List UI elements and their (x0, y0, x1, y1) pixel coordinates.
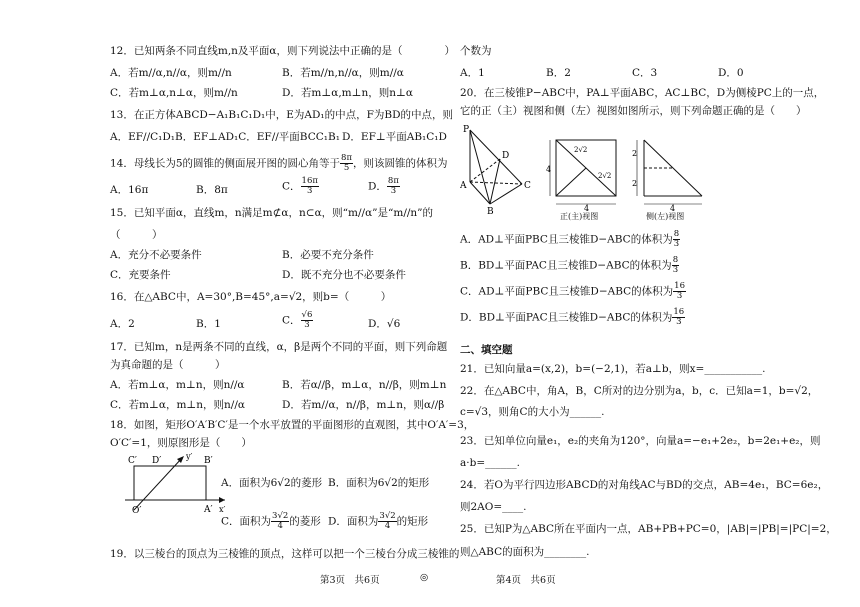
side-dim-upper: 2 (632, 149, 638, 158)
question-22-line1: 22．在△ABC中，角A，B，C所对的边分别为a，b，c．已知a=1，b=√2， (460, 385, 819, 397)
q18-option-b: B．面积为6√2的矩形 (328, 477, 430, 489)
question-25-line1: 25．已知P为△ABC所在平面内一点，AB+PB+PC=0，|AB|=|PB|=|PC|=2， (460, 523, 837, 535)
q19-option-d: D．0 (718, 67, 744, 79)
question-22-line2: c=√3，则角C的大小为______. (460, 406, 605, 418)
q18-label-y: y′ (186, 452, 193, 461)
question-24-line1: 24．若O为平行四边形ABCD的对角线AC与BD的交点，AB=4e₁，BC=6e₂， (460, 479, 829, 491)
q14-option-c: C． $\frac{16\pi}{3}$ (282, 176, 318, 196)
q17-option-b: B．若α//β，m⊥α，n//β，则m⊥n (282, 379, 447, 391)
q15-option-a: A．充分不必要条件 (110, 249, 202, 261)
q18-option-c: C．面积为 $\frac{3√2}{4}$ 的菱形 (221, 511, 321, 531)
question-23-line2: a·b=______. (460, 457, 520, 469)
q19-continued: 个数为 (460, 45, 492, 57)
q20-option-d: D．BD⊥平面PAC且三棱锥D−ABC的体积为 $\frac{16}{3}$ (460, 307, 685, 327)
q13-options-abc: A．EF//C₁D₁B．EF⊥AD₁C．EF//平面BCC₁B₁ (110, 131, 340, 143)
front-view-caption: 正(主)视图 (560, 212, 599, 221)
q14-text-a: 14．母线长为5的圆锥的侧面展开图的圆心角等于 (110, 157, 341, 170)
q20-front-view (546, 136, 622, 212)
q19-option-a: A．1 (460, 67, 485, 79)
question-15: 15．已知平面α，直线m，n满足m⊄α，n⊂α，则“m//α”是“m//n”的 (110, 207, 434, 219)
question-20-line1: 20．在三棱锥P−ABC中，PA⊥平面ABC，AC⊥BC，D为侧棱PC上的一点， (460, 87, 825, 99)
fig-label-a: A (460, 181, 467, 191)
section-fill-in-blank-heading: 二、填空题 (460, 344, 513, 356)
q15-option-d: D．既不充分也不必要条件 (282, 269, 406, 281)
q12-option-d: D．若m⊥α,m⊥n，则n⊥α (282, 87, 413, 99)
fig-label-b: B (487, 207, 494, 216)
question-17-line2: 为真命题的是（ ） (110, 359, 226, 371)
question-24-line2: 则2AO=____. (460, 501, 527, 513)
q20-pyramid-figure (460, 124, 538, 216)
q14-text-b: ，则该圆锥的体积为 (353, 157, 448, 170)
question-16: 16．在△ABC中，A=30°,B=45°,a=√2，则b=（ ） (110, 291, 392, 303)
side-dim-lower: 2 (632, 179, 638, 188)
q18-label-x: x′ (219, 505, 226, 514)
front-dim-lower: 2√2 (598, 172, 612, 180)
q17-option-c: C．若m⊥α，m⊥n，则n//α (110, 399, 245, 411)
q14-option-a: A．16π (110, 184, 149, 196)
question-21: 21．已知向量a=(x,2)，b=(−2,1)，若a⊥b，则x=___________. (460, 363, 766, 375)
side-view-caption: 侧(左)视图 (646, 212, 685, 221)
q20-option-a: A．AD⊥平面PBC且三棱锥D−ABC的体积为 $\frac{8}{3}$ (460, 229, 680, 249)
q15-option-c: C．充要条件 (110, 269, 171, 281)
front-dim-height: 4 (546, 165, 552, 174)
q18-label-c: C′ (128, 456, 137, 466)
fig-label-d: D (502, 151, 510, 161)
q18-option-d: D．面积为 $\frac{3√2}{4}$ 的矩形 (328, 511, 429, 531)
q15-option-b: B．必要不充分条件 (282, 249, 374, 261)
q19-option-b: B．2 (546, 67, 571, 79)
q16-option-b: B．1 (196, 318, 221, 330)
q17-option-a: A．若m⊥α，m⊥n，则n//α (110, 379, 245, 391)
q14-option-d: D． $\frac{8\pi}{3}$ (368, 176, 399, 196)
footer-center-mark: ◎ (420, 572, 429, 583)
q16-option-a: A．2 (110, 318, 135, 330)
q18-label-d: D′ (152, 456, 162, 466)
q20-side-view (632, 136, 708, 212)
question-14 (110, 154, 448, 173)
question-12: 12．已知两条不同直线m,n及平面α，则下列说法中正确的是（ ） (110, 45, 456, 57)
q12-option-a: A．若m//α,n//α，则m//n (110, 67, 232, 79)
q16-option-d: D．√6 (368, 318, 401, 330)
question-13: 13．在正方体ABCD−A₁B₁C₁D₁中，E为AD₁的中点，F为BD的中点，则 (110, 109, 453, 121)
question-19: 19．以三棱台的顶点为三棱锥的顶点，这样可以把一个三棱台分成三棱锥的 (110, 548, 460, 560)
question-18-line1: 18．如图，矩形O′A′B′C′是一个水平放置的平面图形的直观图，其中O′A′=3， (110, 419, 475, 431)
q12-option-b: B．若m//n,n//α，则m//α (282, 67, 404, 79)
side-dim-width: 4 (670, 204, 676, 212)
footer-right-page-number: 第4页 共6页 (496, 575, 556, 586)
q15-blank: （ ） (110, 229, 163, 241)
q18-label-b: B′ (204, 456, 213, 466)
q17-option-d: D．若m//α，n//β，m⊥n，则α//β (282, 399, 445, 411)
footer-left-page-number: 第3页 共6页 (320, 575, 380, 586)
q16-option-c: C． $\frac{√6}{3}$ (282, 310, 313, 330)
q14-option-b: B．8π (196, 184, 228, 196)
q13-option-d: D．EF⊥平面AB₁C₁D (342, 131, 447, 143)
q14-angle-fraction: $\frac{8\pi}{5}$ (341, 153, 353, 173)
question-20-line2: 它的正（主）视图和侧（左）视图如图所示，则下列命题正确的是（ ） (460, 105, 807, 117)
fig-label-c: C (524, 181, 531, 191)
front-dim-upper: 2√2 (574, 146, 588, 154)
q19-option-c: C．3 (632, 67, 658, 79)
q18-option-a: A．面积为6√2的菱形 (221, 477, 323, 489)
q20-option-c: C．AD⊥平面PBC且三棱锥D−ABC的体积为 $\frac{16}{3}$ (460, 281, 685, 301)
q18-rectangle-figure (120, 452, 230, 514)
question-17-line1: 17．已知m，n是两条不同的直线，α，β是两个不同的平面，则下列命题 (110, 341, 448, 353)
question-18-line2: O′C′=1，则原图形是（ ） (110, 437, 252, 449)
q12-option-c: C．若m⊥α,n⊥α，则m//n (110, 87, 238, 99)
question-23-line1: 23．已知单位向量e₁，e₂的夹角为120°，向量a=−e₁+2e₂，b=2e₁+e₂，则 (460, 435, 821, 447)
q18-label-o: O′ (132, 506, 142, 514)
fig-label-p: P (463, 125, 470, 135)
front-dim-width: 4 (584, 204, 590, 212)
q18-label-a: A′ (204, 505, 213, 514)
q20-option-b: B．BD⊥平面PAC且三棱锥D−ABC的体积为 $\frac{8}{3}$ (460, 255, 679, 275)
question-25-line2: 则△ABC的面积为________. (460, 546, 590, 558)
